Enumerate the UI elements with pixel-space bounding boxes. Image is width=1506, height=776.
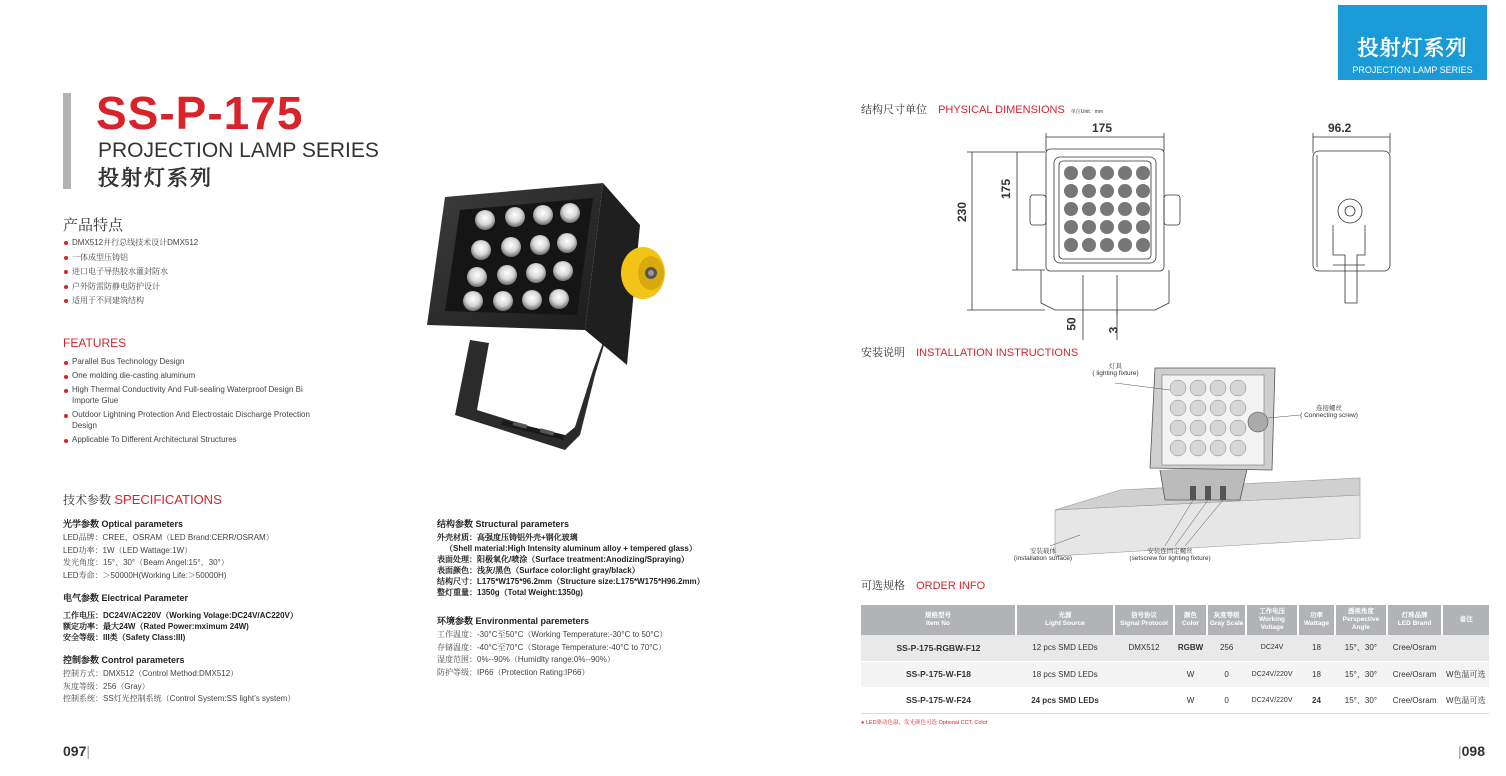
- features-cn-list: [63, 236, 393, 309]
- connector-knob: [621, 247, 665, 299]
- table-header: 透视角度 Perspective Angle: [1335, 605, 1387, 635]
- front-view-drawing: [955, 125, 1185, 340]
- installation-drawing: [1000, 360, 1370, 565]
- dim-depth: 96.2: [1328, 121, 1352, 135]
- spec-line: 安全等级：III类（Safety Class:III): [63, 633, 186, 642]
- list-item: 户外防雷防静电防护设计: [63, 280, 393, 295]
- series-badge: [1338, 5, 1487, 80]
- control-params: [63, 653, 393, 706]
- label-setscrew: [1117, 548, 1223, 562]
- optical-title: 光学参数 Optical parameters: [63, 519, 184, 529]
- model-title: SS-P-175: [96, 87, 304, 139]
- table-cell: Cree/Osram: [1387, 635, 1443, 661]
- series-badge-cn: 投射灯系列: [1357, 37, 1468, 60]
- spec-line: 存储温度：-40°C至70°C（Storage Temperature:-40°C to 70°C）: [437, 642, 667, 652]
- table-header: 备注: [1442, 605, 1489, 635]
- table-header: 规格型号 Item No: [861, 605, 1016, 635]
- list-item: Applicable To Different Architectural Structures: [63, 434, 323, 445]
- table-cell: DMX512: [1114, 635, 1174, 661]
- dim-height-total: 230: [955, 201, 970, 223]
- page-number-left-text: 097: [63, 743, 87, 759]
- features-en-list: [63, 356, 323, 448]
- side-view-drawing: [1305, 125, 1405, 310]
- spec-line: 整灯重量：1350g（Total Weight:1350g): [437, 588, 583, 597]
- specs-title-cn: 技术参数: [63, 493, 112, 507]
- table-header-row: [861, 605, 1489, 635]
- table-cell: [1114, 661, 1174, 687]
- spec-line: LED寿命：＞50000H(Working Life:＞50000H): [63, 570, 227, 580]
- label-setscrew-en: (setscrew for lighting fixture): [1129, 555, 1211, 562]
- structural-params: [437, 517, 767, 598]
- optical-params: [63, 517, 393, 582]
- table-cell: 24: [1298, 687, 1335, 713]
- features-cn-title: 产品特点: [63, 217, 124, 234]
- table-header: 颜色 Color: [1174, 605, 1207, 635]
- environmental-title: 环境参数 Environmental paremeters: [437, 616, 590, 626]
- order-note: ● LED驱动色温、发光颜色可选 Optional CCT, Color: [861, 720, 988, 726]
- list-item: Parallel Bus Technology Design: [63, 356, 323, 367]
- spec-line: 工作温度：-30°C至50°C（Working Temperature:-30°C to 50°C）: [437, 630, 668, 639]
- label-fixture: [1088, 363, 1143, 377]
- dim-bracket: 50: [1064, 317, 1079, 331]
- structural-title: 结构参数 Structural parameters: [437, 519, 570, 529]
- table-row: [861, 635, 1489, 661]
- list-item: DMX512并行总线技术设计DMX512: [63, 236, 393, 251]
- order-table: [861, 605, 1489, 714]
- order-title-en: ORDER INFO: [916, 580, 986, 592]
- label-screw-en: ( Connecting screw): [1300, 412, 1358, 419]
- label-screw-cn: 连接螺丝: [1316, 405, 1342, 412]
- page-number-right: |098: [1458, 743, 1485, 759]
- label-screw: [1293, 405, 1365, 419]
- series-subtitle-cn: 投射灯系列: [98, 167, 213, 190]
- table-cell: DC24V: [1246, 635, 1298, 661]
- order-title: [861, 577, 985, 593]
- dimensions-title-cn: 结构尺寸单位: [861, 104, 927, 116]
- spec-line: 控制系统：SS灯光控制系统（Control System:SS light’s system）: [63, 694, 296, 703]
- electrical-title: 电气参数 Electrical Parameter: [63, 593, 189, 603]
- table-cell: W: [1174, 687, 1207, 713]
- dim-height-body: 175: [999, 178, 1014, 200]
- list-item: 进口电子导热胶水灌封防水: [63, 265, 393, 280]
- product-image: [415, 165, 675, 455]
- spec-line: 控制方式：DMX512（Control Method:DMX512）: [63, 669, 239, 678]
- list-item: 一体成型压铸铝: [63, 251, 393, 266]
- table-row: [861, 687, 1489, 713]
- table-cell: 15°、30°: [1335, 635, 1387, 661]
- label-fixture-cn: 灯具: [1109, 363, 1122, 370]
- table-cell: SS-P-175-RGBW-F12: [861, 635, 1016, 661]
- spec-line: 表面处理：阳极氧化/喷涂（Surface treatment:Anodizing/Spraying）: [437, 555, 690, 564]
- installation-title-en: INSTALLATION INSTRUCTIONS: [916, 347, 1079, 359]
- series-badge-en: PROJECTION LAMP SERIES: [1352, 65, 1473, 75]
- led-grid: [1064, 166, 1150, 252]
- electrical-params: [63, 591, 393, 643]
- table-row: [861, 661, 1489, 687]
- table-header: 信号协议 Signal Protocol: [1114, 605, 1174, 635]
- table-cell: 24 pcs SMD LEDs: [1016, 687, 1114, 713]
- table-cell: 18: [1298, 661, 1335, 687]
- spec-line: LED品牌：CREE、OSRAM（LED Brand:CERR/OSRAM）: [63, 533, 274, 542]
- order-note-text: LED驱动色温、发光颜色可选 Optional CCT, Color: [865, 720, 988, 726]
- order-title-cn: 可选规格: [861, 580, 905, 592]
- spec-line: 防护等级：IP66（Protection Rating:IP66）: [437, 667, 590, 677]
- dimensions-unit: 单位Unit：mm: [1070, 109, 1104, 115]
- table-cell: RGBW: [1174, 635, 1207, 661]
- table-cell: Cree/Osram: [1387, 661, 1443, 687]
- table-header: 工作电压 Working Voltage: [1246, 605, 1298, 635]
- installation-title: [861, 344, 1078, 360]
- table-cell: 15°、30°: [1335, 687, 1387, 713]
- specs-title: [63, 491, 222, 508]
- page-number-right-text: 098: [1461, 743, 1485, 759]
- spec-line: 额定功率：最大24W（Rated Power:mximum 24W): [63, 622, 249, 631]
- list-item: Outdoor Lightning Protection And Electrostaic Discharge Protection Design: [63, 409, 323, 431]
- table-header: 灰度等级 Gray Scale: [1207, 605, 1246, 635]
- spec-line: 结构尺寸：L175*W175*96.2mm（Structure size:L175*W175*H96.2mm）: [437, 577, 705, 586]
- table-cell: 15°、30°: [1335, 661, 1387, 687]
- table-cell: 0: [1207, 661, 1246, 687]
- table-cell: [1442, 635, 1489, 661]
- table-cell: 12 pcs SMD LEDs: [1016, 635, 1114, 661]
- table-header: 功率 Wattage: [1298, 605, 1335, 635]
- table-cell: DC24V/220V: [1246, 687, 1298, 713]
- spec-line: LED功率：1W（LED Wattage:1W）: [63, 545, 193, 555]
- dimensions-title-en: PHYSICAL DIMENSIONS: [938, 104, 1065, 116]
- table-cell: Cree/Osram: [1387, 687, 1443, 713]
- title-accent-bar: [63, 93, 71, 189]
- label-setscrew-cn: 安装连固定螺丝: [1147, 548, 1193, 555]
- list-item: 适用于不同建筑结构: [63, 294, 393, 309]
- control-title: 控制参数 Control parameters: [63, 655, 185, 665]
- table-cell: 256: [1207, 635, 1246, 661]
- table-cell: [1114, 687, 1174, 713]
- installation-title-cn: 安装说明: [861, 347, 905, 359]
- label-surface: [1005, 548, 1081, 562]
- label-fixture-en: ( lighting fixture): [1092, 370, 1139, 377]
- table-cell: SS-P-175-W-F24: [861, 687, 1016, 713]
- label-surface-en: (installation surface): [1013, 555, 1073, 562]
- specs-title-en: SPECIFICATIONS: [114, 492, 222, 507]
- dimensions-title: [861, 101, 1103, 117]
- dim-width: 175: [1092, 121, 1113, 135]
- table-cell: SS-P-175-W-F18: [861, 661, 1016, 687]
- page-number-left: 097|: [63, 743, 90, 759]
- table-cell: W: [1174, 661, 1207, 687]
- table-cell: 18: [1298, 635, 1335, 661]
- table-cell: W色温可选: [1442, 661, 1489, 687]
- environmental-params: [437, 614, 767, 679]
- list-item: One molding die-casting aluminum: [63, 370, 323, 381]
- table-cell: 18 pcs SMD LEDs: [1016, 661, 1114, 687]
- table-header: 灯珠品牌 LED Brand: [1387, 605, 1443, 635]
- table-header: 光源 Light Source: [1016, 605, 1114, 635]
- series-subtitle-en: PROJECTION LAMP SERIES: [98, 139, 379, 162]
- list-item: High Thermal Conductivity And Full-sealing Waterproof Design Bi Importe Glue: [63, 384, 323, 406]
- spec-line: 工作电压：DC24V/AC220V（Working Volage:DC24V/AC220V）: [63, 611, 298, 620]
- label-surface-cn: 安装载体: [1030, 548, 1056, 555]
- table-cell: 0: [1207, 687, 1246, 713]
- dim-gap: 3: [1106, 326, 1121, 334]
- spec-line: 发光角度：15°、30°（Beam Angel:15°、30°）: [63, 558, 229, 567]
- spec-line: 灰度等级：256（Gray）: [63, 681, 150, 691]
- spec-line: 表面颜色：浅灰/黑色（Surface color:light gray/black）: [437, 566, 640, 575]
- table-cell: W色温可选: [1442, 687, 1489, 713]
- spec-line: 外壳材质：高强度压铸铝外壳+钢化玻璃: [437, 533, 578, 542]
- spec-line: （Shell material:High Intensity aluminum alloy + tempered glass）: [445, 544, 697, 553]
- spec-line: 湿度范围：0%--90%（Humidlty range:0%--90%）: [437, 655, 615, 664]
- table-cell: DC24V/220V: [1246, 661, 1298, 687]
- features-en-title: FEATURES: [63, 336, 127, 350]
